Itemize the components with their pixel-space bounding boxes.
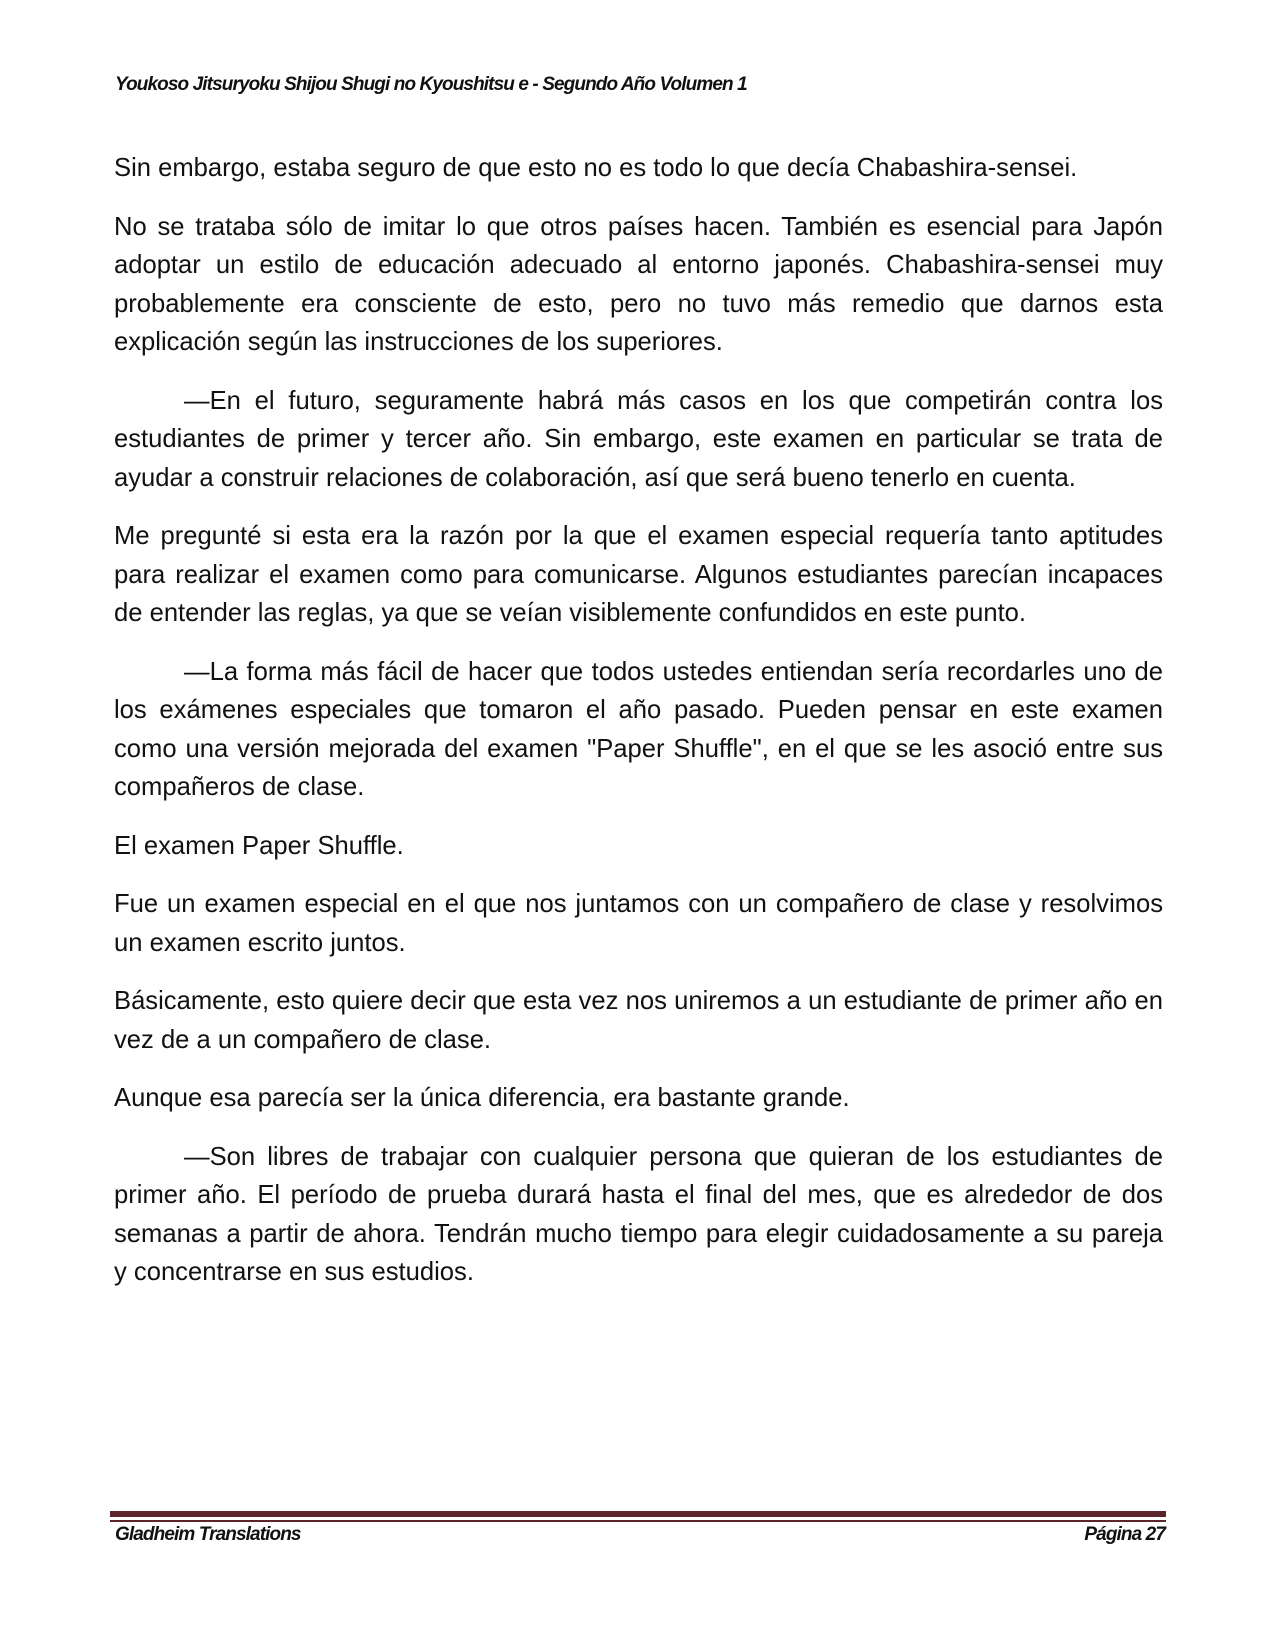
- running-header: Youkoso Jitsuryoku Shijou Shugi no Kyoushitsu e - Segundo Año Volumen 1: [115, 74, 747, 95]
- dialogue-paragraph: —Son libres de trabajar con cualquier persona que quieran de los estudiantes de primer año. El período de prueba durará hasta el final del mes, que es alrededor de dos semanas a partir de ahora. Tendrán mucho tiempo para elegir cuidadosamente a su pareja y concentrarse en sus estudios.: [114, 1142, 1163, 1286]
- paragraph: Me pregunté si esta era la razón por la que el examen especial requería tanto aptitudes para realizar el examen como para comunicarse. Algunos estudiantes parecían incapaces de entender las reglas, ya que se veían visiblemente confundidos en este punto.: [114, 522, 1163, 627]
- paragraph: Fue un examen especial en el que nos juntamos con un compañero de clase y resolvimos un examen escrito juntos.: [114, 890, 1163, 957]
- footer-rule-thick: [110, 1511, 1166, 1517]
- dialogue-paragraph: —En el futuro, seguramente habrá más casos en los que competirán contra los estudiantes de primer y tercer año. Sin embargo, este examen en particular se trata de ayudar a construir relaciones de colaboración, así que será bueno tenerlo en cuenta.: [114, 386, 1163, 492]
- paragraph: Sin embargo, estaba seguro de que esto no es todo lo que decía Chabashira-sensei.: [114, 154, 1078, 182]
- footer-rule-thin: [110, 1520, 1166, 1522]
- paragraph: El examen Paper Shuffle.: [114, 831, 404, 860]
- paragraph: Básicamente, esto quiere decir que esta vez nos uniremos a un estudiante de primer año en vez de a un compañero de clase.: [114, 987, 1163, 1054]
- dialogue-paragraph: —La forma más fácil de hacer que todos ustedes entiendan sería recordarles uno de los exámenes especiales que tomaron el año pasado. Pueden pensar en este examen como una versión mejorada del examen "Paper Shuffle", en el que se les asoció entre sus compañeros de clase.: [114, 657, 1163, 801]
- footer-page-number: Página 27: [1084, 1524, 1165, 1545]
- paragraph: Aunque esa parecía ser la única diferencia, era bastante grande.: [114, 1084, 850, 1112]
- footer-translator: Gladheim Translations: [115, 1524, 301, 1545]
- paragraph: No se trataba sólo de imitar lo que otros países hacen. También es esencial para Japón adoptar un estilo de educación adecuado al entorno japonés. Chabashira-sensei muy probablemente era consciente de esto, pero no tuvo más remedio que darnos esta explicación según las instrucciones de los superiores.: [114, 212, 1163, 356]
- page-body: [114, 149, 1163, 1312]
